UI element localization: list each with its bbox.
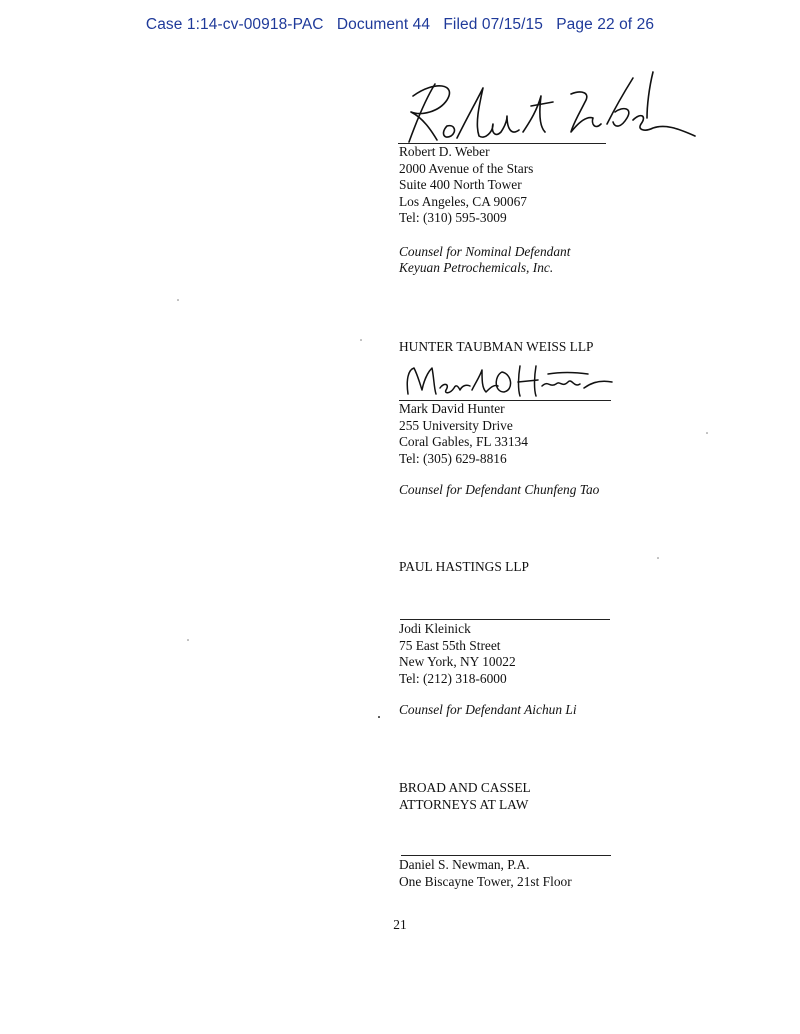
signature-line-newman xyxy=(401,855,611,856)
firm-name-paul-hastings: PAUL HASTINGS LLP xyxy=(399,559,529,574)
telephone: Tel: (212) 318-6000 xyxy=(399,670,507,686)
counsel-role: Keyuan Petrochemicals, Inc. xyxy=(399,260,554,276)
page-number: 21 xyxy=(393,917,407,932)
page-indicator: Page 22 of 26 xyxy=(556,16,655,33)
scan-speck xyxy=(360,339,362,341)
counsel-role: Counsel for Nominal Defendant xyxy=(399,243,571,259)
address-line: Coral Gables, FL 33134 xyxy=(399,434,528,450)
scan-speck xyxy=(378,716,380,718)
scan-speck xyxy=(177,299,179,301)
scan-speck xyxy=(187,639,189,641)
address-line: One Biscayne Tower, 21st Floor xyxy=(399,873,572,889)
signatory-newman xyxy=(399,857,572,890)
scan-speck xyxy=(706,432,708,434)
telephone: Tel: (305) 629-8816 xyxy=(399,450,507,466)
signatory-kleinick xyxy=(399,621,577,719)
address-line: 255 University Drive xyxy=(399,417,513,433)
address-line: 75 East 55th Street xyxy=(399,637,501,653)
signatory-weber xyxy=(399,144,570,277)
case-number: Case 1:14-cv-00918-PAC xyxy=(145,16,324,33)
case-header xyxy=(0,16,800,34)
signer-name: Daniel S. Newman, P.A. xyxy=(399,857,530,872)
address-line: Los Angeles, CA 90067 xyxy=(399,193,527,209)
mark-hunter-signature xyxy=(398,360,618,402)
counsel-role: Counsel for Defendant Aichun Li xyxy=(399,701,577,717)
signer-name: Jodi Kleinick xyxy=(399,621,471,636)
document-number: Document 44 xyxy=(336,16,431,33)
counsel-role: Counsel for Defendant Chunfeng Tao xyxy=(399,481,600,497)
telephone: Tel: (310) 595-3009 xyxy=(399,210,507,226)
scan-speck xyxy=(657,557,659,559)
firm-name-hunter: HUNTER TAUBMAN WEISS LLP xyxy=(399,339,594,354)
address-line: New York, NY 10022 xyxy=(399,654,516,670)
filed-date: Filed 07/15/15 xyxy=(443,16,543,33)
robert-weber-signature xyxy=(395,66,705,150)
address-line: Suite 400 North Tower xyxy=(399,177,522,193)
signatory-hunter xyxy=(399,401,599,499)
signer-name: Mark David Hunter xyxy=(399,401,505,416)
firm-name-broad-cassel: BROAD AND CASSEL ATTORNEYS AT LAW xyxy=(399,780,531,812)
address-line: 2000 Avenue of the Stars xyxy=(399,160,534,176)
signature-line-kleinick xyxy=(400,619,610,620)
signer-name: Robert D. Weber xyxy=(399,144,490,159)
